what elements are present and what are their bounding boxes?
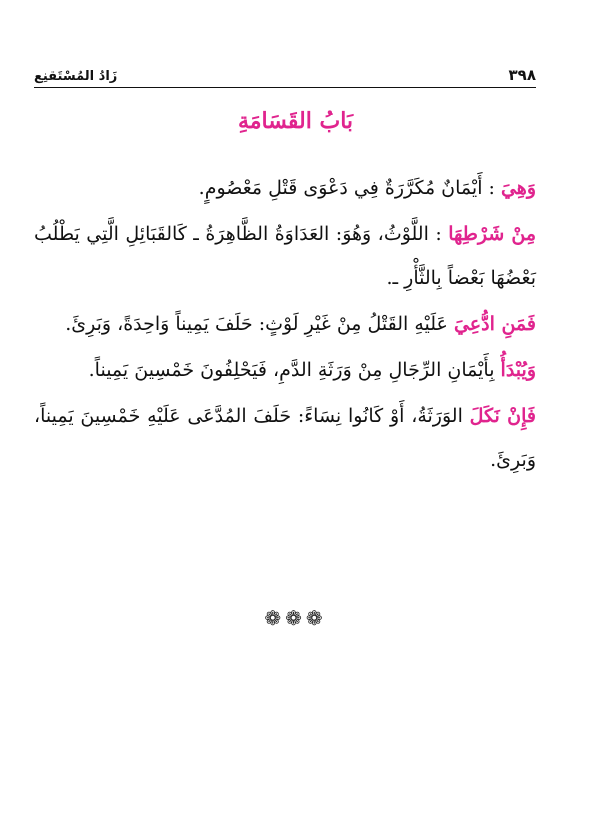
paragraph-lead: فَإِنْ نَكَلَ (469, 405, 536, 427)
chapter-body (34, 166, 536, 484)
header-divider (34, 87, 536, 88)
paragraph-definition (34, 166, 536, 210)
paragraph-condition (34, 212, 536, 300)
paragraph-text: بِأَيْمَانِ الرِّجَالِ مِنْ وَرَثَةِ الدَّمِ، فَيَحْلِفُونَ خَمْسِينَ يَمِيناً. (88, 359, 495, 381)
page-number: ٣٩٨ (508, 66, 536, 84)
paragraph-text: : أَيْمَانٌ مُكَرَّرَةٌ فِي دَعْوَى قَتْلِ مَعْصُومٍ. (198, 177, 495, 199)
book-title: زَادُ المُسْتَقنِع (34, 69, 118, 84)
paragraph-lead: وَهِيَ (500, 177, 536, 199)
paragraph-text: الوَرَثَةُ، أَوْ كَانُوا نِسَاءً: حَلَفَ المُدَّعَى عَلَيْهِ خَمْسِينَ يَمِيناً، وَبَرِئَ. (34, 405, 536, 471)
flower-ornament-icon: ❁❁❁ (264, 606, 327, 630)
paragraph-lead: فَمَنِ ادُّعِيَ (453, 313, 536, 335)
paragraph-no-lawth (34, 302, 536, 346)
paragraph-refusal (34, 394, 536, 482)
paragraph-start-oaths (34, 348, 536, 392)
paragraph-text: : اللَّوْثُ، وَهُوَ: العَدَاوَةُ الظَّاهِرَةُ ـ كَالقَبَائِلِ الَّتِي يَطْلُبُ بَعْضُهَا بَعْضاً بِالثَّأْرِ ـ. (34, 223, 536, 289)
paragraph-lead: مِنْ شَرْطِهَا (448, 223, 536, 245)
paragraph-lead: وَيُبْدَأُ (500, 359, 536, 381)
chapter-title: بَابُ القَسَامَةِ (237, 108, 354, 134)
running-header (34, 58, 536, 84)
paragraph-text: عَلَيْهِ القَتْلُ مِنْ غَيْرِ لَوْثٍ: حَلَفَ يَمِيناً وَاحِدَةً، وَبَرِئَ. (65, 313, 448, 335)
